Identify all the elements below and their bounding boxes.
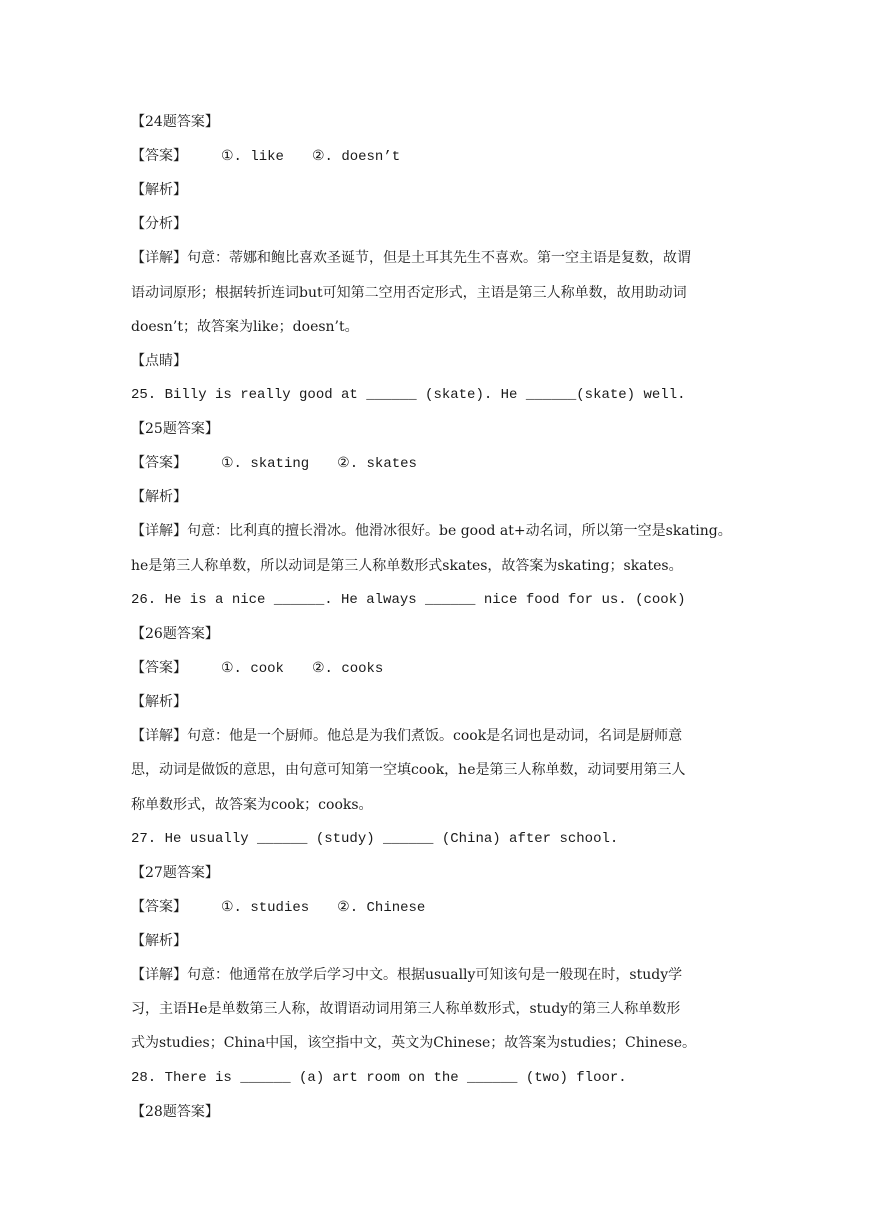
analysis-label: 【解析】 xyxy=(131,489,187,505)
question-26: 26. He is a nice ______. He always ______ nice food for us. (cook) xyxy=(131,592,686,608)
dianjing-label: 【点睛】 xyxy=(131,353,187,369)
explanation-line: he是第三人称单数，所以动词是第三人称单数形式skates，故答案为skating；skates。 xyxy=(131,558,683,574)
analysis-label: 【解析】 xyxy=(131,694,187,710)
answer-item-1: ①. studies xyxy=(221,900,310,916)
explanation-line: 【详解】句意：他是一个厨师。他总是为我们煮饭。cook是名词也是动词，名词是厨师意 xyxy=(131,728,683,744)
answer-item-1: ①. skating xyxy=(221,456,310,472)
answer-label: 【答案】 xyxy=(131,148,187,164)
explanation-line: 语动词原形；根据转折连词but可知第二空用否定形式，主语是第三人称单数，故用助动词 xyxy=(131,285,687,301)
answer-item-1: ①. cook xyxy=(221,661,284,677)
question-28: 28. There is ______ (a) art room on the ______ (two) floor. xyxy=(131,1070,627,1086)
explanation-line: 【详解】句意：他通常在放学后学习中文。根据usually可知该句是一般现在时，study学 xyxy=(131,967,683,983)
question-25: 25. Billy is really good at ______ (skate). He ______(skate) well. xyxy=(131,387,686,403)
analysis-label: 【解析】 xyxy=(131,182,187,198)
explanation-line: 【详解】句意：蒂娜和鲍比喜欢圣诞节，但是土耳其先生不喜欢。第一空主语是复数，故谓 xyxy=(131,250,691,266)
explanation-line: 式为studies；China中国，该空指中文，英文为Chinese；故答案为studies；Chinese。 xyxy=(131,1035,696,1051)
answer-heading-28: 【28题答案】 xyxy=(131,1104,219,1120)
answer-row-27 xyxy=(131,897,738,918)
question-27: 27. He usually ______ (study) ______ (China) after school. xyxy=(131,831,619,847)
answer-item-2: ②. skates xyxy=(337,456,417,472)
explanation-line: 称单数形式，故答案为cook；cooks。 xyxy=(131,797,373,813)
answer-heading-25: 【25题答案】 xyxy=(131,421,219,437)
fenxi-label: 【分析】 xyxy=(131,216,187,232)
analysis-label: 【解析】 xyxy=(131,933,187,949)
explanation-line: doesn’t；故答案为like；doesn’t。 xyxy=(131,319,359,335)
answer-item-2: ②. doesn’t xyxy=(311,149,401,165)
answer-row-26 xyxy=(131,658,738,679)
answer-label: 【答案】 xyxy=(131,455,187,471)
answer-heading-24: 【24题答案】 xyxy=(131,114,219,130)
answer-row-24 xyxy=(131,146,738,167)
answer-item-2: ②. Chinese xyxy=(337,900,426,916)
explanation-line: 【详解】句意：比利真的擅长滑冰。他滑冰很好。be good at+动名词，所以第一空是skating。 xyxy=(131,523,732,539)
answer-item-1: ①. like xyxy=(221,149,284,165)
answer-heading-26: 【26题答案】 xyxy=(131,626,219,642)
explanation-line: 习，主语He是单数第三人称，故谓语动词用第三人称单数形式，study的第三人称单数形 xyxy=(131,1001,681,1017)
answer-row-25 xyxy=(131,453,738,474)
answer-label: 【答案】 xyxy=(131,899,187,915)
answer-item-2: ②. cooks xyxy=(311,661,384,677)
answer-label: 【答案】 xyxy=(131,660,187,676)
explanation-line: 思，动词是做饭的意思，由句意可知第一空填cook，he是第三人称单数，动词要用第三人 xyxy=(131,762,686,778)
answer-heading-27: 【27题答案】 xyxy=(131,865,219,881)
